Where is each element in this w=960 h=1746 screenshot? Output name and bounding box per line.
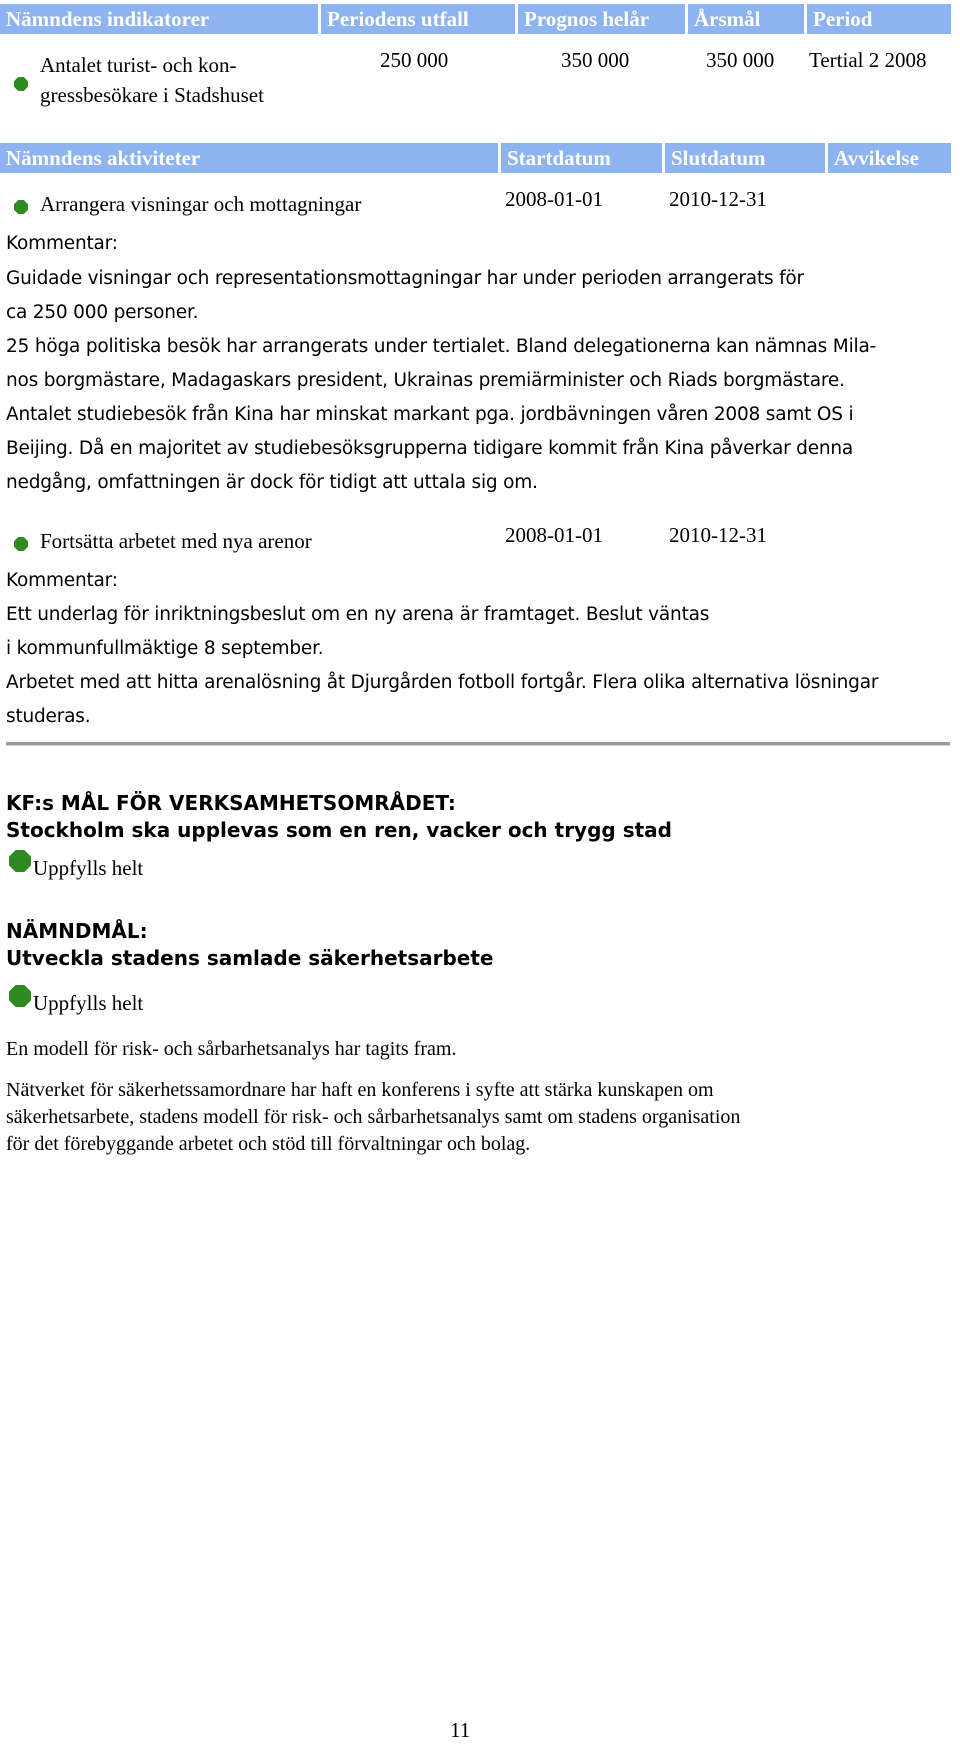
kf-goal-label: KF:s MÅL FÖR VERKSAMHETSOMRÅDET: — [6, 791, 456, 815]
indicator-target: 350 000 — [706, 48, 775, 72]
board-goal-paragraph-line: säkerhetsarbete, stadens modell för risk- och sårbarhetsanalys samt om stadens organisation — [6, 1106, 741, 1128]
board-goal-status: Uppfylls helt — [33, 991, 144, 1015]
activities-header-name: Nämndens aktiviteter — [0, 143, 498, 173]
comment-line: Arbetet med att hitta arenalösning åt Djurgården fotboll fortgår. Flera olika alternativa lösningar — [6, 672, 879, 693]
comment-line: Antalet studiebesök från Kina har minskat markant pga. jordbävningen våren 2008 samt OS i — [6, 404, 854, 425]
comment-line: nedgång, omfattningen är dock för tidigt att uttala sig om. — [6, 472, 538, 493]
indicator-name-line1: Antalet turist- och kon- — [40, 53, 237, 77]
comment-label: Kommentar: — [6, 233, 118, 254]
indicators-header-name: Nämndens indikatorer — [0, 4, 318, 34]
board-goal-paragraph: En modell för risk- och sårbarhetsanalys har tagits fram. — [6, 1038, 457, 1060]
activity-start-date: 2008-01-01 — [505, 523, 603, 547]
activity-comment — [6, 598, 878, 734]
board-goal-paragraph-line: Nätverket för säkerhetssamordnare har haft en konferens i syfte att stärka kunskapen om — [6, 1079, 714, 1101]
kf-goal-status: Uppfylls helt — [33, 856, 144, 880]
activities-header-start: Startdatum — [501, 143, 662, 173]
comment-line: ca 250 000 personer. — [6, 302, 199, 323]
kf-goal-title: Stockholm ska upplevas som en ren, vacker och trygg stad — [6, 818, 672, 842]
indicators-header-forecast: Prognos helår — [518, 4, 685, 34]
indicators-header-outcome: Periodens utfall — [321, 4, 515, 34]
board-goal-label: NÄMNDMÅL: — [6, 919, 148, 943]
indicators-header-target: Årsmål — [688, 4, 804, 34]
activity-end-date: 2010-12-31 — [669, 187, 767, 211]
activity-name: Fortsätta arbetet med nya arenor — [40, 529, 312, 553]
indicator-period: Tertial 2 2008 — [809, 48, 927, 72]
page-number: 11 — [450, 1718, 471, 1742]
activity-end-date: 2010-12-31 — [669, 523, 767, 547]
comment-line: Ett underlag för inriktningsbeslut om en ny arena är framtaget. Beslut väntas — [6, 604, 710, 625]
goal-status-icon — [9, 850, 31, 872]
comment-line: studeras. — [6, 706, 91, 727]
comment-label: Kommentar: — [6, 570, 118, 591]
comment-line: Beijing. Då en majoritet av studiebesöksgrupperna tidigare kommit från Kina påverkar denna — [6, 438, 854, 459]
indicator-name-line2: gressbesökare i Stadshuset — [40, 83, 264, 107]
section-divider — [6, 742, 950, 746]
activity-status-icon — [14, 200, 28, 214]
indicator-forecast: 350 000 — [561, 48, 630, 72]
activities-header-deviation: Avvikelse — [828, 143, 951, 173]
goal-status-icon — [9, 985, 31, 1007]
comment-line: 25 höga politiska besök har arrangerats under tertialet. Bland delegationerna kan nämnas Mila- — [6, 336, 877, 357]
activity-name: Arrangera visningar och mottagningar — [40, 192, 362, 216]
board-goal-paragraph-line: för det förebyggande arbetet och stöd till förvaltningar och bolag. — [6, 1133, 531, 1155]
activity-start-date: 2008-01-01 — [505, 187, 603, 211]
activities-header-end: Slutdatum — [665, 143, 825, 173]
comment-line: nos borgmästare, Madagaskars president, Ukrainas premiärminister och Riads borgmästare. — [6, 370, 845, 391]
comment-line: Guidade visningar och representationsmottagningar har under perioden arrangerats för — [6, 268, 804, 289]
indicator-outcome: 250 000 — [380, 48, 449, 72]
board-goal-title: Utveckla stadens samlade säkerhetsarbete — [6, 946, 494, 970]
comment-line: i kommunfullmäktige 8 september. — [6, 638, 324, 659]
activity-status-icon — [14, 537, 28, 551]
indicators-header-period: Period — [807, 4, 951, 34]
indicator-status-icon — [14, 77, 28, 91]
activity-comment — [6, 262, 876, 500]
